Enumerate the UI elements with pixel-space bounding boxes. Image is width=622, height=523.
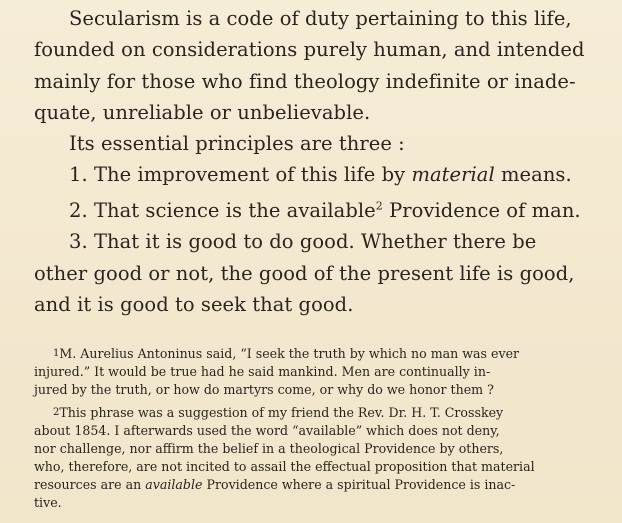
paragraph1-line4: quate, unreliable or unbelievable. — [34, 101, 371, 124]
principle-item-3-line1: 3. That it is good to do good. Whether there be — [69, 230, 537, 253]
footnote-1-marker: 1 — [53, 348, 60, 359]
footnote-2-line4: who, therefore, are not incited to assail the effectual proposition that material — [34, 459, 535, 474]
footnote-2-line2: about 1854. I afterwards used the word “available” which does not deny, — [34, 423, 500, 438]
principle-item-1-emphasis: material — [411, 163, 495, 186]
principle-item-2-prefix: 2. That science is the available — [69, 199, 376, 222]
footnote-1-line3: jured by the truth, or how do martyrs come, or why do we honor them ? — [34, 382, 494, 397]
principle-item-1 — [69, 159, 572, 191]
principle-item-1-suffix: means. — [494, 163, 572, 186]
footnote-1-line2: injured.” It would be true had he said mankind. Men are continually in- — [34, 364, 491, 379]
paragraph1-line1: Secularism is a code of duty pertaining to this life, — [69, 7, 572, 30]
principle-item-2-suffix: Providence of man. — [382, 199, 581, 222]
principles-intro: Its essential principles are three : — [69, 132, 405, 155]
paragraph1-line2: founded on considerations purely human, and intended — [34, 38, 585, 61]
principle-item-3-line3: and it is good to seek that good. — [34, 293, 354, 316]
footnote-2-line5: resources are an available Providence where a spiritual Providence is inac- — [34, 477, 516, 492]
footnote-2-marker: 2 — [53, 407, 60, 418]
footnote-2-line1: 2This phrase was a suggestion of my friend the Rev. Dr. H. T. Crosskey — [53, 405, 504, 420]
footnote-2-emphasis: available — [145, 477, 203, 492]
footnote-ref-2: 2 — [375, 199, 383, 213]
footnote-2-line6: tive. — [34, 495, 62, 510]
footnote-1-line1: 1M. Aurelius Antoninus said, “I seek the truth by which no man was ever — [53, 346, 520, 361]
principle-item-2 — [69, 195, 581, 227]
principle-item-3-line2: other good or not, the good of the present life is good, — [34, 262, 575, 285]
principle-item-1-prefix: 1. The improvement of this life by — [69, 163, 412, 186]
paragraph1-line3: mainly for those who find theology indefinite or inade- — [34, 70, 576, 93]
footnote-2-line3: nor challenge, nor affirm the belief in a theological Providence by others, — [34, 441, 504, 456]
